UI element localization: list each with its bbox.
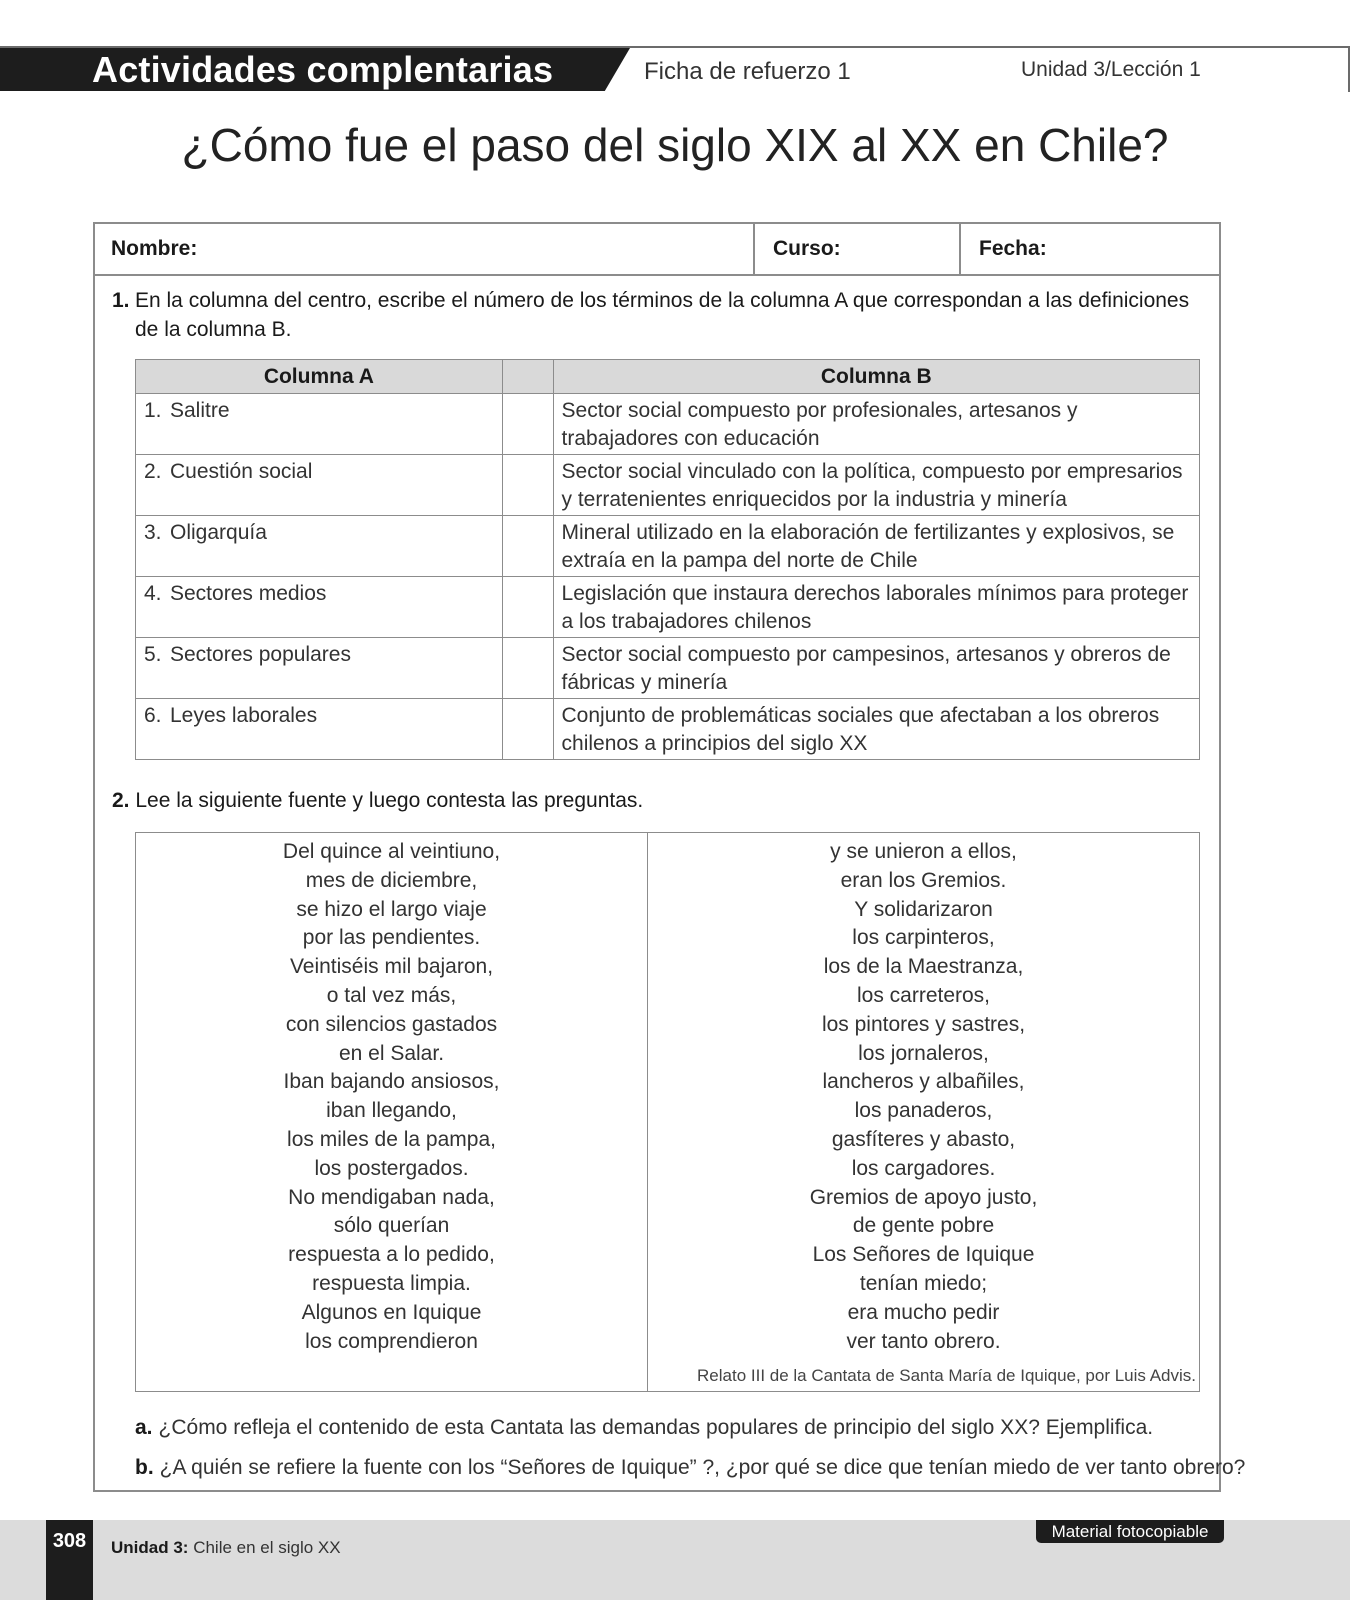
answer-cell[interactable] bbox=[502, 638, 553, 699]
term-text: Oligarquía bbox=[170, 521, 267, 544]
poem-line: con silencios gastados bbox=[285, 1012, 498, 1036]
poem-line: Los Señores de Iquique bbox=[812, 1243, 1035, 1267]
poem-line: y se unieron a ellos, bbox=[830, 840, 1017, 863]
course-field[interactable] bbox=[755, 222, 959, 274]
poem-line: Iban bajando ansiosos, bbox=[283, 1070, 500, 1094]
definition-cell: Sector social compuesto por profesionales, artesanos y trabajadores con educación bbox=[553, 394, 1199, 455]
answer-cell[interactable] bbox=[502, 699, 553, 760]
poem-line: mes de diciembre, bbox=[305, 868, 478, 892]
poem-line: los miles de la pampa, bbox=[287, 1127, 496, 1151]
poem-line: en el Salar. bbox=[338, 1041, 445, 1065]
sub-question-b bbox=[135, 1456, 1245, 1480]
definition-cell: Mineral utilizado en la elaboración de fertilizantes y explosivos, se extraía en la pampa del norte de Chile bbox=[553, 516, 1199, 577]
term-text: Salitre bbox=[170, 399, 230, 422]
question-2 bbox=[112, 786, 643, 815]
poem-line: Gremios de apoyo justo, bbox=[809, 1185, 1038, 1209]
term-number: 3. bbox=[144, 521, 162, 544]
banner-title: Actividades complentarias bbox=[92, 49, 554, 90]
date-field[interactable] bbox=[961, 222, 1217, 274]
column-b-header: Columna B bbox=[553, 360, 1199, 394]
sub-question-label: a. bbox=[135, 1416, 153, 1439]
poem-line: respuesta limpia. bbox=[312, 1271, 471, 1295]
poem-line: eran los Gremios. bbox=[840, 868, 1007, 892]
column-a-header: Columna A bbox=[136, 360, 503, 394]
source-citation: Relato III de la Cantata de Santa María de Iquique, por Luis Advis. bbox=[697, 1366, 1196, 1385]
term-text: Sectores populares bbox=[170, 643, 351, 666]
table-row bbox=[136, 638, 1200, 699]
poem-line: de gente pobre bbox=[852, 1214, 995, 1238]
poem-line: o tal vez más, bbox=[326, 983, 457, 1007]
term-cell bbox=[136, 638, 503, 699]
poem-line: los carreteros, bbox=[856, 983, 991, 1007]
poem-line: sólo querían bbox=[333, 1214, 450, 1238]
poem-line: Algunos en Iquique bbox=[301, 1300, 482, 1324]
term-text: Cuestión social bbox=[170, 460, 313, 483]
poem-line: los comprendieron bbox=[305, 1329, 478, 1353]
sub-question-text: ¿A quién se refiere la fuente con los “Señores de Iquique” ?, ¿por qué se dice que tenían miedo de ver tanto obrero? bbox=[159, 1456, 1246, 1479]
poem-line: los de la Maestranza, bbox=[823, 955, 1024, 979]
poem-line: gasfíteres y abasto, bbox=[831, 1127, 1016, 1151]
footer-unit-label: Unidad 3: bbox=[111, 1538, 189, 1557]
page-title: ¿Cómo fue el paso del siglo XIX al XX en Chile? bbox=[181, 119, 1169, 171]
page-number: 308 bbox=[52, 1530, 87, 1552]
name-field[interactable] bbox=[93, 222, 753, 274]
sub-question-label: b. bbox=[135, 1456, 154, 1479]
course-label: Curso: bbox=[773, 237, 841, 260]
answer-column-header bbox=[502, 360, 553, 394]
student-info-row bbox=[93, 222, 1221, 276]
answer-cell[interactable] bbox=[502, 455, 553, 516]
poem-line: se hizo el largo viaje bbox=[296, 897, 487, 921]
table-row bbox=[136, 577, 1200, 638]
question-1-number: 1. bbox=[112, 289, 130, 312]
term-number: 4. bbox=[144, 582, 162, 605]
matching-table-header bbox=[136, 360, 1200, 394]
date-label: Fecha: bbox=[979, 237, 1047, 260]
table-row bbox=[136, 516, 1200, 577]
question-1 bbox=[112, 286, 1192, 344]
sub-question-a bbox=[135, 1416, 1153, 1440]
term-cell bbox=[136, 699, 503, 760]
term-number: 2. bbox=[144, 460, 162, 483]
term-number: 6. bbox=[144, 704, 162, 727]
poem-line: los postergados. bbox=[314, 1156, 469, 1180]
poem-line: Del quince al veintiuno, bbox=[282, 840, 501, 863]
definition-cell: Legislación que instaura derechos laborales mínimos para proteger a los trabajadores chilenos bbox=[553, 577, 1199, 638]
question-2-number: 2. bbox=[112, 789, 130, 812]
table-row bbox=[136, 455, 1200, 516]
poem-line: los cargadores. bbox=[851, 1156, 996, 1180]
poem-line: iban llegando, bbox=[326, 1099, 457, 1123]
term-text: Sectores medios bbox=[170, 582, 327, 605]
poem-line: No mendigaban nada, bbox=[288, 1185, 495, 1209]
question-1-text: En la columna del centro, escribe el número de los términos de la columna A que correspondan a las definiciones de la columna B. bbox=[135, 289, 1190, 341]
poem-line: ver tanto obrero. bbox=[846, 1329, 1001, 1353]
poem-right-column bbox=[648, 838, 1199, 1356]
poem-line: los jornaleros, bbox=[858, 1041, 989, 1065]
footer-unit-title: Chile en el siglo XX bbox=[193, 1538, 341, 1557]
poem-line: respuesta a lo pedido, bbox=[288, 1243, 495, 1267]
poem-line: los carpinteros, bbox=[852, 926, 995, 950]
term-cell bbox=[136, 394, 503, 455]
definition-cell: Sector social compuesto por campesinos, artesanos y obreros de fábricas y minería bbox=[553, 638, 1199, 699]
poem-line: los panaderos, bbox=[854, 1099, 993, 1123]
poem-line: tenían miedo; bbox=[859, 1271, 988, 1295]
poem-left-column bbox=[136, 838, 647, 1356]
poem-line: Veintiséis mil bajaron, bbox=[289, 955, 494, 979]
table-row bbox=[136, 394, 1200, 455]
term-number: 5. bbox=[144, 643, 162, 666]
definition-cell: Conjunto de problemáticas sociales que afectaban a los obreros chilenos a principios del siglo XX bbox=[553, 699, 1199, 760]
term-cell bbox=[136, 577, 503, 638]
poem-line: los pintores y sastres, bbox=[821, 1012, 1026, 1036]
poem-line: por las pendientes. bbox=[302, 926, 481, 950]
poem-line: Y solidarizaron bbox=[854, 897, 993, 921]
answer-cell[interactable] bbox=[502, 516, 553, 577]
answer-cell[interactable] bbox=[502, 394, 553, 455]
table-row bbox=[136, 699, 1200, 760]
term-cell bbox=[136, 455, 503, 516]
poem-line: lancheros y albañiles, bbox=[822, 1070, 1025, 1094]
photocopiable-badge: Material fotocopiable bbox=[1036, 1520, 1224, 1543]
definition-cell: Sector social vinculado con la política, compuesto por empresarios y terratenientes enriquecidos por la industria y minería bbox=[553, 455, 1199, 516]
matching-table bbox=[135, 359, 1200, 760]
name-label: Nombre: bbox=[111, 237, 198, 260]
answer-cell[interactable] bbox=[502, 577, 553, 638]
term-text: Leyes laborales bbox=[170, 704, 318, 727]
term-number: 1. bbox=[144, 399, 162, 422]
unit-lesson-label: Unidad 3/Lección 1 bbox=[1021, 58, 1201, 81]
term-cell bbox=[136, 516, 503, 577]
footer-unit bbox=[111, 1538, 341, 1558]
sheet-label: Ficha de refuerzo 1 bbox=[644, 58, 851, 85]
poem-line: era mucho pedir bbox=[847, 1300, 1000, 1324]
question-2-text: Lee la siguiente fuente y luego contesta las preguntas. bbox=[135, 789, 644, 812]
sub-question-text: ¿Cómo refleja el contenido de esta Cantata las demandas populares de principio del siglo XX? Ejemplifica. bbox=[158, 1416, 1154, 1439]
